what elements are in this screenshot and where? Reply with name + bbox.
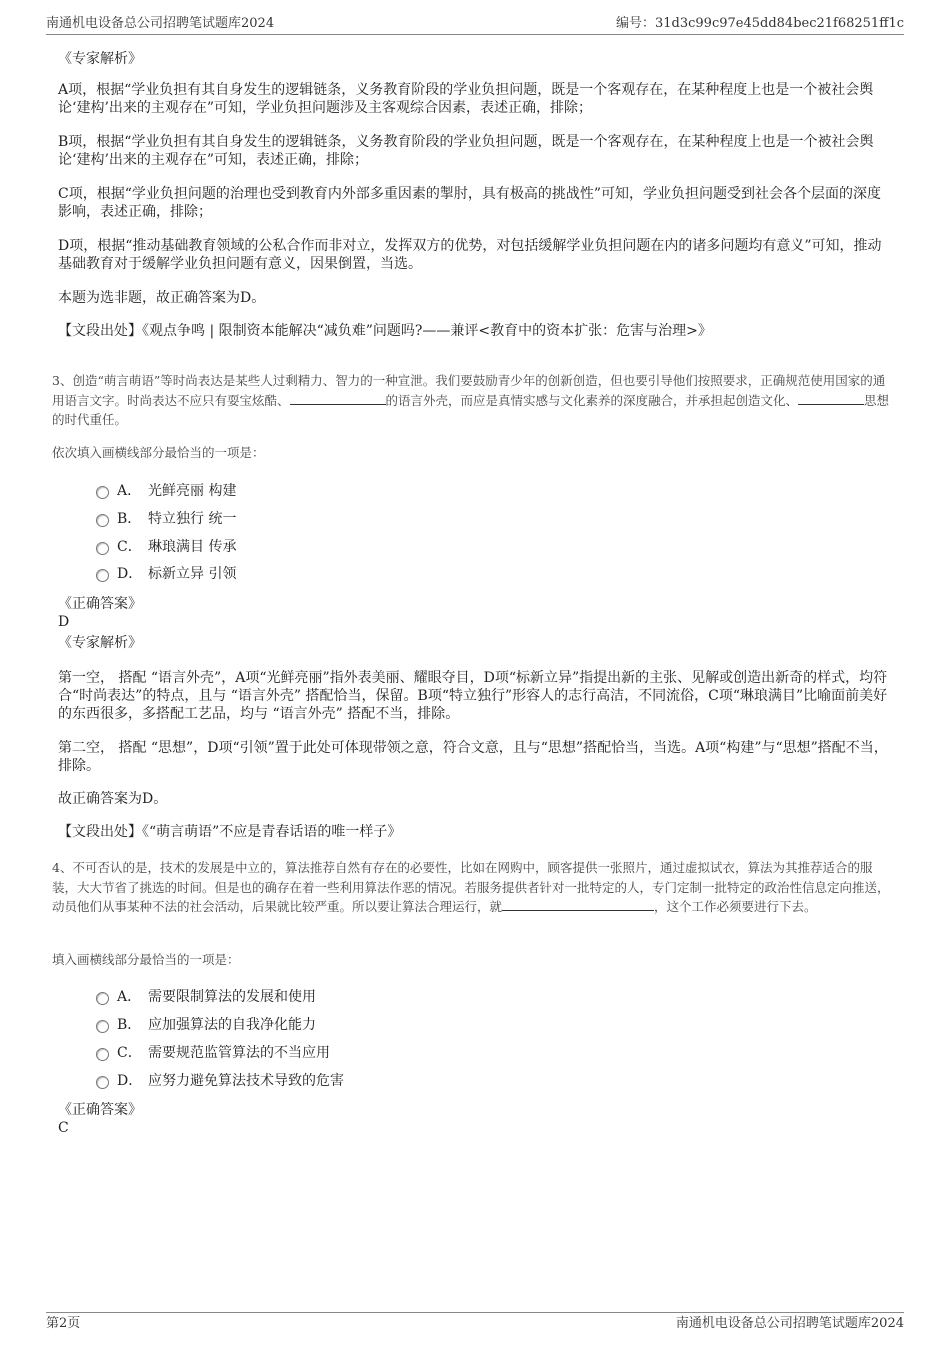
expert-analysis-label: 《专家解析》 xyxy=(58,635,142,651)
question-3-option-b[interactable]: B． 特立独行 统一 xyxy=(96,509,696,529)
analysis-conclusion: 故正确答案为D。 xyxy=(58,791,168,807)
radio-icon[interactable] xyxy=(96,1020,109,1033)
correct-answer: D xyxy=(58,614,70,630)
radio-icon[interactable] xyxy=(96,992,109,1005)
question-4-stem: 4、不可否认的是，技术的发展是中立的，算法推荐自然有存在的必要性，比如在网购中，顾客提供一张照片，通过虚拟试衣，算法为其推荐适合的服装，大大节省了挑选的时间。但是也的确存在着一些利用算法作恶的情况。若服务提供者针对一批特定的人，专门定制一批特定的政治性信息定向推送，动员他们从事某种不法的社会活动，后果就比较严重。所以要让算法合理运行，就 ，这个工作必须要进行下去。 xyxy=(52,860,890,914)
header-title: 南通机电设备总公司招聘笔试题库2024 xyxy=(46,16,275,31)
correct-answer: C xyxy=(58,1120,69,1136)
analysis-option-c: C项，根据“学业负担问题的治理也受到教育内外部多重因素的掣肘，具有极高的挑战性”可知，学业负担问题受到社会各个层面的深度影响，表述正确，排除； xyxy=(58,186,882,220)
radio-icon[interactable] xyxy=(96,569,109,582)
question-4-option-b[interactable]: B． 应加强算法的自我净化能力 xyxy=(96,1015,696,1035)
correct-answer-label: 《正确答案》 xyxy=(58,1102,142,1118)
blank-1 xyxy=(290,392,386,405)
question-3-prompt: 依次填入画横线部分最恰当的一项是： xyxy=(52,445,265,460)
question-4-option-d[interactable]: D． 应努力避免算法技术导致的危害 xyxy=(96,1071,696,1091)
analysis-first-blank: 第一空， 搭配 “语言外壳”，A项“光鲜亮丽”指外表美丽、耀眼夺目，D项“标新立异”指提出新的主张、见解或创造出新奇的样式，均符合“时尚表达”的特点，且与 “语言外壳” 搭配恰当，保留。B项“特立独行”形容人的志行高洁，不同流俗，C项“琳琅满目”比喻面前美好的东西很多，多搭配工艺品，均与 “语言外壳” 搭配不当，排除。 xyxy=(58,670,888,722)
question-3-option-d[interactable]: D． 标新立异 引领 xyxy=(96,564,696,584)
question-3-option-a[interactable]: A． 光鲜亮丽 构建 xyxy=(96,481,696,501)
question-4-option-c[interactable]: C． 需要规范监管算法的不当应用 xyxy=(96,1043,696,1063)
analysis-option-d: D项，根据“推动基础教育领域的公私合作而非对立，发挥双方的优势，对包括缓解学业负担问题在内的诸多问题均有意义”可知，推动基础教育对于缓解学业负担问题有意义，因果倒置，当选。 xyxy=(58,238,882,272)
source-citation: 【文段出处】《观点争鸣 | 限制资本能解决“减负难”问题吗?——兼评<教育中的资本扩张：危害与治理>》 xyxy=(58,323,712,339)
header-doc-id: 编号：31d3c99c97e45dd84bec21f68251ff1c xyxy=(616,16,904,31)
page-header xyxy=(46,14,904,35)
question-3-stem: 3、创造“萌言萌语”等时尚表达是某些人过剩精力、智力的一种宣泄。我们要鼓励青少年的创新创造，但也要引导他们按照要求，正确规范使用国家的通用语言文字。时尚表达不应只有耍宝炫酷、 的语言外壳，而应是真情实感与文化素养的深度融合，并承担起创造文化、 思想的时代重任。 xyxy=(52,373,890,427)
analysis-conclusion: 本题为选非题，故正确答案为D。 xyxy=(58,290,266,306)
radio-icon[interactable] xyxy=(96,542,109,555)
radio-icon[interactable] xyxy=(96,514,109,527)
radio-icon[interactable] xyxy=(96,1076,109,1089)
analysis-second-blank: 第二空， 搭配 “思想”，D项“引领”置于此处可体现带领之意，符合文意，且与“思想”搭配恰当，当选。A项“构建”与“思想”搭配不当，排除。 xyxy=(58,740,888,774)
correct-answer-label: 《正确答案》 xyxy=(58,596,142,612)
page-footer xyxy=(46,1312,904,1333)
radio-icon[interactable] xyxy=(96,1048,109,1061)
source-citation: 【文段出处】《“萌言萌语”不应是青春话语的唯一样子》 xyxy=(58,824,402,840)
radio-icon[interactable] xyxy=(96,486,109,499)
page-number: 第2页 xyxy=(46,1316,81,1331)
question-4-option-a[interactable]: A． 需要限制算法的发展和使用 xyxy=(96,987,696,1007)
blank-2 xyxy=(798,392,864,405)
footer-title: 南通机电设备总公司招聘笔试题库2024 xyxy=(675,1316,904,1331)
question-4-prompt: 填入画横线部分最恰当的一项是： xyxy=(52,952,240,967)
analysis-option-a: A项，根据“学业负担有其自身发生的逻辑链条，义务教育阶段的学业负担问题，既是一个客观存在，在某种程度上也是一个被社会舆论‘建构’出来的主观存在”可知，学业负担问题涉及主客观综合因素，表述正确，排除； xyxy=(58,82,874,116)
analysis-option-b: B项，根据“学业负担有其自身发生的逻辑链条，义务教育阶段的学业负担问题，既是一个客观存在，在某种程度上也是一个被社会舆论‘建构’出来的主观存在”可知，表述正确，排除； xyxy=(58,134,874,168)
blank-1 xyxy=(502,898,654,911)
question-3-option-c[interactable]: C． 琳琅满目 传承 xyxy=(96,537,696,557)
expert-analysis-label: 《专家解析》 xyxy=(58,51,142,67)
